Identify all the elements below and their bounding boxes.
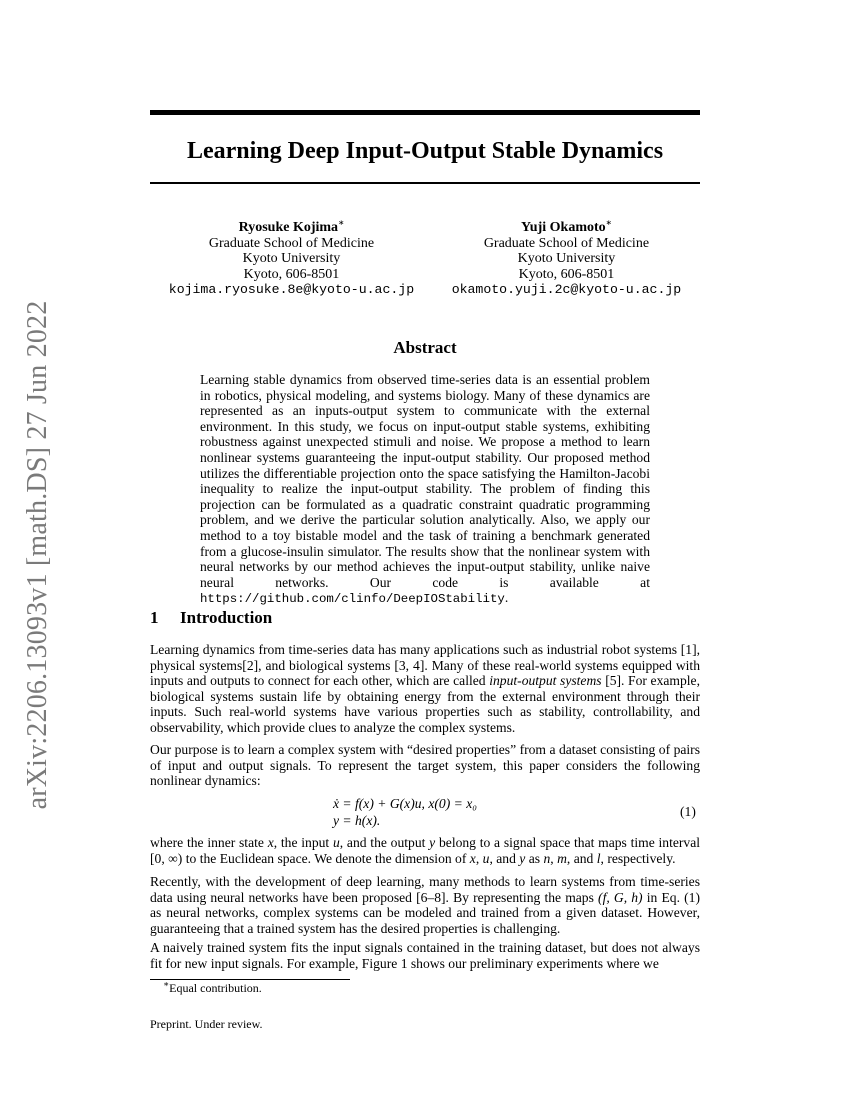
author-university: Kyoto University: [242, 251, 341, 267]
author-address: Kyoto, 606-8501: [518, 266, 615, 282]
section-number: 1: [150, 608, 159, 627]
title-bottom-rule: [150, 182, 700, 184]
section-heading-introduction: [150, 608, 272, 628]
author-address: Kyoto, 606-8501: [243, 266, 340, 282]
equation-number: (1): [680, 804, 696, 819]
author-block: [150, 217, 700, 298]
intro-paragraph-2: Our purpose is to learn a complex system with “desired properties” from a dataset consisting of pairs of input and output signals. To represent the target system, this paper considers the following nonlinear dynamics:: [150, 742, 700, 789]
arxiv-sidebar: [19, 290, 57, 820]
author-name: Ryosuke Kojima∗: [238, 217, 345, 235]
equal-contribution-marker: ∗: [338, 217, 345, 228]
equation-line-1: ẋ = f(x) + G(x)u, x(0) = x₀: [333, 796, 477, 811]
paper-title: Learning Deep Input-Output Stable Dynamics: [186, 138, 664, 164]
footnote: ∗Equal contribution.: [163, 979, 262, 995]
equation-1: [333, 795, 477, 829]
author-name: Yuji Okamoto∗: [520, 217, 612, 235]
abstract-heading: Abstract: [393, 338, 457, 357]
author-email: okamoto.yuji.2c@kyoto-u.ac.jp: [451, 282, 682, 298]
intro-paragraph-1: Learning dynamics from time-series data has many applications such as industrial robot systems [1], physical systems[2], and biological systems [3, 4]. Many of these real-world systems equipped with inputs and outputs to connect for each other, which are called input-output systems [5]. For example, biological systems sustain life by obtaining energy from the external environment through their inputs. Such real-world systems have various properties such as stability, controllability, and observability, which provide clues to analyze the complex systems.: [150, 642, 700, 735]
arxiv-identifier: arXiv:2206.13093v1 [math.DS] 27 Jun 2022: [22, 300, 53, 810]
author-1: [168, 217, 415, 298]
section-title: Introduction: [180, 608, 273, 627]
intro-paragraph-5: A naively trained system fits the input signals contained in the training dataset, but does not always fit for new input signals. For example, Figure 1 shows our preliminary experiments where we: [150, 940, 700, 971]
footnote-rule: [150, 979, 350, 980]
equal-contribution-marker: ∗: [605, 217, 612, 228]
preprint-notice: Preprint. Under review.: [150, 1017, 263, 1031]
author-university: Kyoto University: [517, 251, 616, 267]
intro-paragraph-4: Recently, with the development of deep learning, many methods to learn systems from time-series data using neural networks have been proposed [6–8]. By representing the maps (f, G, h) in Eq. (1) as neural networks, complex systems can be modeled and trained from a given dataset. However, guaranteeing that a trained system has the desired properties is challenging.: [150, 874, 700, 936]
title-top-rule: [150, 110, 700, 115]
footnote-marker: ∗: [163, 979, 170, 989]
code-url: https://github.com/clinfo/DeepIOStability: [200, 592, 505, 607]
author-affiliation: Graduate School of Medicine: [208, 235, 375, 251]
abstract-text: Learning stable dynamics from observed time-series data is an essential problem in robotics, physical modeling, and systems biology. Many of these dynamics are represented as an inputs-output system to communicate with the external environment. In this study, we focus on input-output stable systems, exhibiting robustness against unexpected stimuli and noise. We propose a method to learn nonlinear systems guaranteeing the input-output stability. Our proposed method utilizes the differentiable projection onto the space satisfying the Hamilton-Jacobi inequality to realize the input-output stability. The problem of finding this projection can be formulated as a quadratic constraint quadratic programming problem, and we derive the particular solution analytically. Also, we apply our method to a toy bistable model and the task of training a benchmark generated from a glucose-insulin simulator. The results show that the nonlinear system with neural networks by our method achieves the input-output stability, unlike naive neural networks. Our code is available at https://github.com/clinfo/DeepIOStability.: [200, 372, 650, 607]
intro-paragraph-3: where the inner state x, the input u, and the output y belong to a signal space that maps time interval [0, ∞) to the Euclidean space. We denote the dimension of x, u, and y as n, m, and l, respectively.: [150, 835, 701, 866]
author-2: [451, 217, 682, 298]
emphasis-term: input-output systems: [489, 673, 602, 689]
author-email: kojima.ryosuke.8e@kyoto-u.ac.jp: [168, 282, 415, 298]
equation-line-2: y = h(x).: [333, 813, 381, 828]
author-affiliation: Graduate School of Medicine: [483, 235, 650, 251]
